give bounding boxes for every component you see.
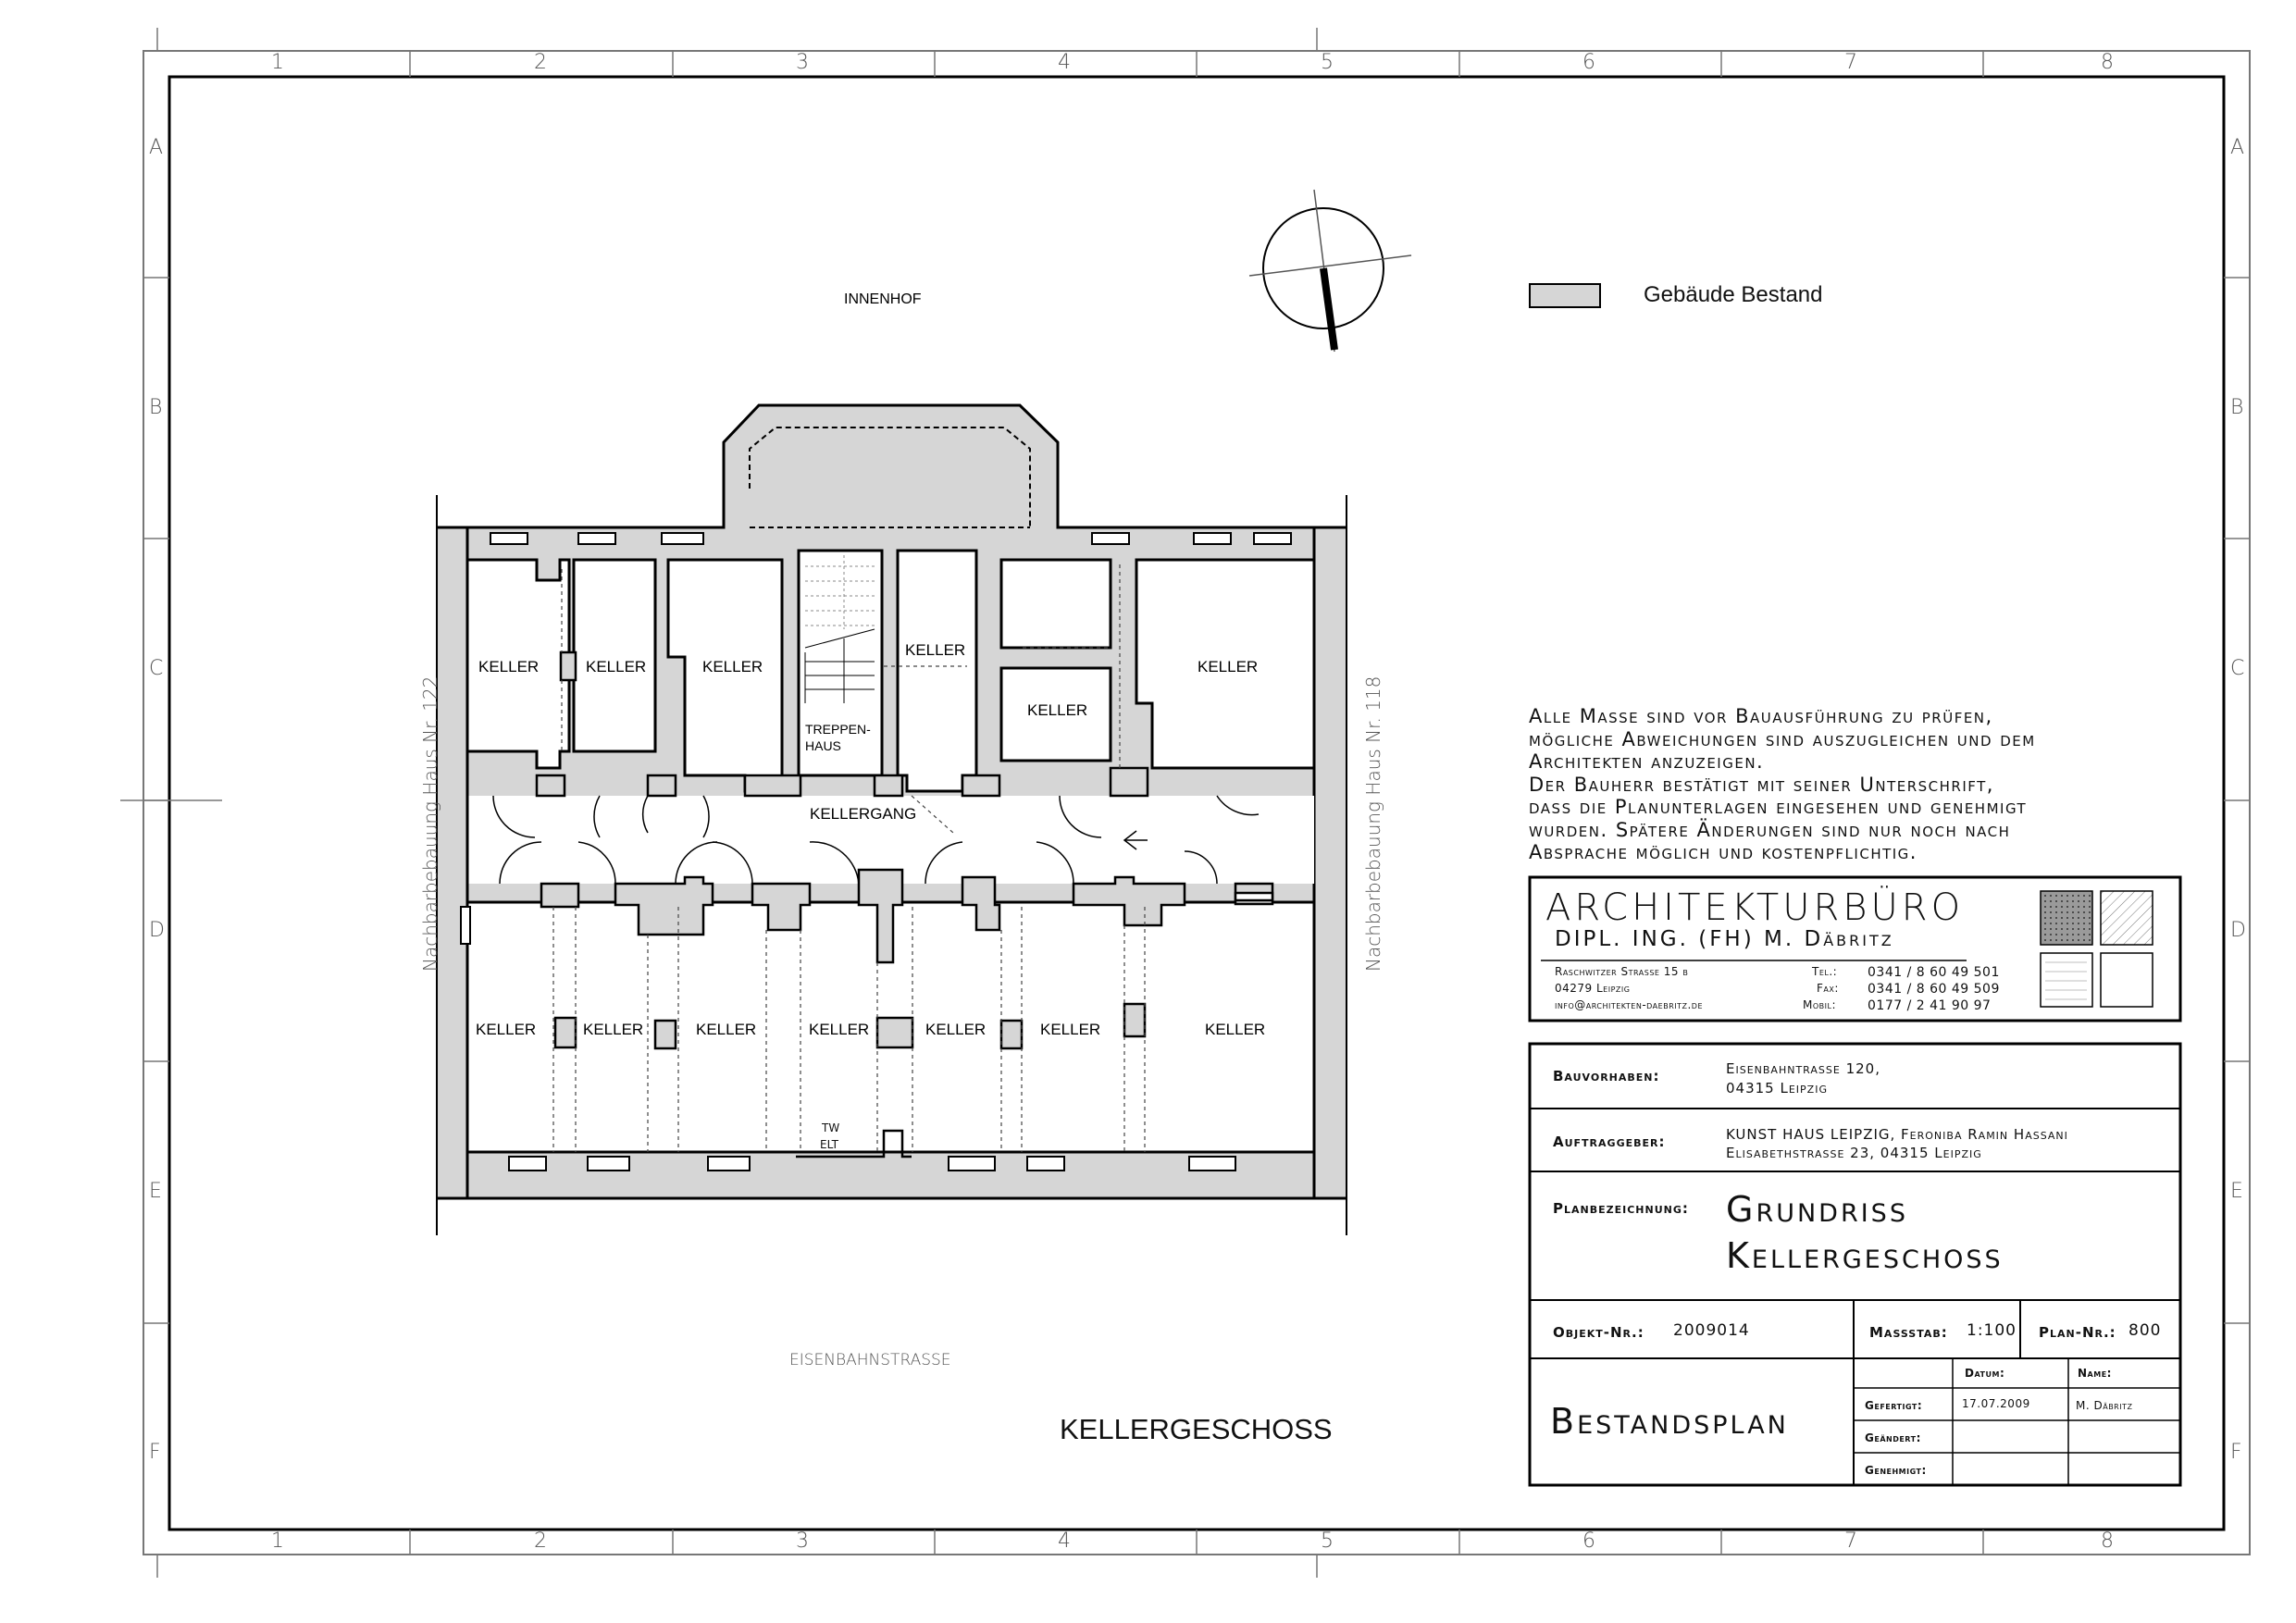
grid-col-bottom: 6	[1582, 1530, 1595, 1553]
note-line: mögliche Abweichungen sind auszugleichen und dem	[1529, 727, 2036, 750]
grid-col-top: 5	[1321, 51, 1334, 74]
office-tel: 0341 / 8 60 49 501	[1868, 965, 2000, 980]
stair-label-line: HAUS	[805, 738, 841, 753]
name-label: Name:	[2078, 1367, 2112, 1380]
room-label: KELLER	[696, 1021, 757, 1038]
grid-row-left: A	[149, 136, 164, 159]
room-label: KELLER	[1205, 1021, 1266, 1038]
grid-col-bottom: 7	[1844, 1530, 1857, 1553]
grid-row-right: C	[2230, 657, 2245, 680]
grid-col-top: 8	[2101, 51, 2114, 74]
auftraggeber-line-1: KUNST HAUS LEIPZIG, Feroniba Ramin Hassani	[1726, 1126, 2068, 1143]
grid-row-left: E	[149, 1180, 162, 1203]
room-label: KELLER	[476, 1021, 537, 1038]
corridor-label: KELLERGANG	[810, 805, 917, 823]
note-line: Architekten anzuzeigen.	[1529, 750, 1765, 773]
gefertigt-datum: 17.07.2009	[1962, 1397, 2030, 1410]
grid-col-top: 4	[1058, 51, 1071, 74]
neighbor-right-label: Nachbarbebauung Haus Nr. 118	[1362, 675, 1384, 972]
office-name: ARCHITEKTURBÜRO	[1545, 886, 1965, 929]
grid-col-bottom: 2	[534, 1530, 547, 1553]
grid-row-right: A	[2230, 136, 2245, 159]
note-line: wurden. Spätere Änderungen sind nur noch nach	[1529, 818, 2011, 841]
office-email: info@architekten-daebritz.de	[1555, 998, 1704, 1011]
office-street: Raschwitzer Strasse 15 b	[1555, 965, 1689, 978]
room-label: KELLER	[905, 641, 966, 659]
neighbor-left-label: Nachbarbebauung Haus Nr. 122	[419, 675, 441, 972]
bauvorhaben-line-1: Eisenbahntrasse 120,	[1726, 1060, 1880, 1077]
massstab-label: Massstab:	[1869, 1324, 1948, 1341]
courtyard-label: INNENHOF	[844, 291, 922, 307]
massstab-value: 1:100	[1967, 1321, 2017, 1340]
datum-label: Datum:	[1965, 1367, 2005, 1380]
room-label: KELLER	[478, 658, 540, 675]
room-label: KELLER	[925, 1021, 987, 1038]
office-mobil-label: Mobil:	[1803, 998, 1836, 1011]
office-mobil: 0177 / 2 41 90 97	[1868, 998, 1992, 1013]
grid-col-top: 3	[796, 51, 809, 74]
planbezeichnung-line-1: Grundriss	[1726, 1189, 1908, 1230]
stair-label-line: TREPPEN-	[805, 722, 871, 737]
room-label: KELLER	[586, 658, 647, 675]
plan-type: Bestandsplan	[1550, 1401, 1789, 1442]
objekt-label: Objekt-Nr.:	[1553, 1324, 1644, 1341]
room-label: KELLER	[702, 658, 763, 675]
grid-col-top: 6	[1582, 51, 1595, 74]
note-line: dass die Planunterlagen eingesehen und genehmigt	[1529, 796, 2028, 818]
plan-nr-value: 800	[2128, 1321, 2162, 1340]
stair-label	[805, 721, 871, 754]
room-label: KELLER	[583, 1021, 644, 1038]
grid-col-top: 1	[271, 51, 284, 74]
office-fax: 0341 / 8 60 49 509	[1868, 982, 2000, 997]
grid-row-left: D	[149, 919, 165, 942]
room-label: KELLER	[1040, 1021, 1101, 1038]
legend-swatch	[1530, 284, 1600, 307]
note-line: Der Bauherr bestätigt mit seiner Unterschrift,	[1529, 773, 1994, 796]
office-tel-label: Tel.:	[1812, 965, 1838, 978]
plan-nr-label: Plan-Nr.:	[2039, 1324, 2116, 1341]
geaendert-label: Geändert:	[1865, 1431, 1921, 1444]
note-line: Alle Masse sind vor Bauausführung zu prüfen,	[1529, 705, 1993, 727]
room-label: KELLER	[809, 1021, 870, 1038]
auftraggeber-label: Auftraggeber:	[1553, 1134, 1666, 1150]
genehmigt-label: Genehmigt:	[1865, 1464, 1927, 1477]
notes-block	[1529, 705, 2036, 864]
elt-label: ELT	[820, 1138, 838, 1151]
bauvorhaben-label: Bauvorhaben:	[1553, 1068, 1660, 1084]
grid-row-right: D	[2230, 919, 2246, 942]
grid-row-right: F	[2230, 1441, 2242, 1464]
planbezeichnung-label: Planbezeichnung:	[1553, 1200, 1689, 1217]
gefertigt-name: M. Däbritz	[2076, 1399, 2133, 1412]
floor-title: KELLERGESCHOSS	[1060, 1413, 1333, 1445]
grid-col-bottom: 5	[1321, 1530, 1334, 1553]
room-label: KELLER	[1198, 658, 1259, 675]
grid-col-top: 7	[1844, 51, 1857, 74]
office-city: 04279 Leipzig	[1555, 982, 1631, 995]
street-label: EISENBAHNSTRASSE	[789, 1351, 951, 1369]
grid-row-left: C	[149, 657, 164, 680]
grid-col-bottom: 3	[796, 1530, 809, 1553]
gefertigt-label: Gefertigt:	[1865, 1399, 1923, 1412]
office-fax-label: Fax:	[1817, 982, 1839, 995]
objekt-nr: 2009014	[1673, 1321, 1750, 1340]
auftraggeber-line-2: Elisabethstrasse 23, 04315 Leipzig	[1726, 1145, 1982, 1161]
office-subtitle: DIPL. ING. (FH) M. Däbritz	[1555, 927, 1894, 951]
tw-label: TW	[822, 1121, 840, 1134]
grid-row-right: B	[2230, 396, 2244, 419]
north-arrow-icon	[1249, 190, 1411, 352]
grid-col-bottom: 1	[271, 1530, 284, 1553]
room-label: KELLER	[1027, 701, 1088, 719]
grid-col-top: 2	[534, 51, 547, 74]
legend-label: Gebäude Bestand	[1644, 282, 1823, 307]
bauvorhaben-line-2: 04315 Leipzig	[1726, 1080, 1828, 1096]
grid-row-left: B	[149, 396, 163, 419]
grid-row-right: E	[2230, 1180, 2243, 1203]
planbezeichnung-line-2: Kellergeschoss	[1726, 1235, 2004, 1276]
grid-col-bottom: 4	[1058, 1530, 1071, 1553]
note-line: Absprache möglich und kostenpflichtig.	[1529, 841, 1917, 863]
grid-row-left: F	[149, 1441, 161, 1464]
grid-col-bottom: 8	[2101, 1530, 2114, 1553]
